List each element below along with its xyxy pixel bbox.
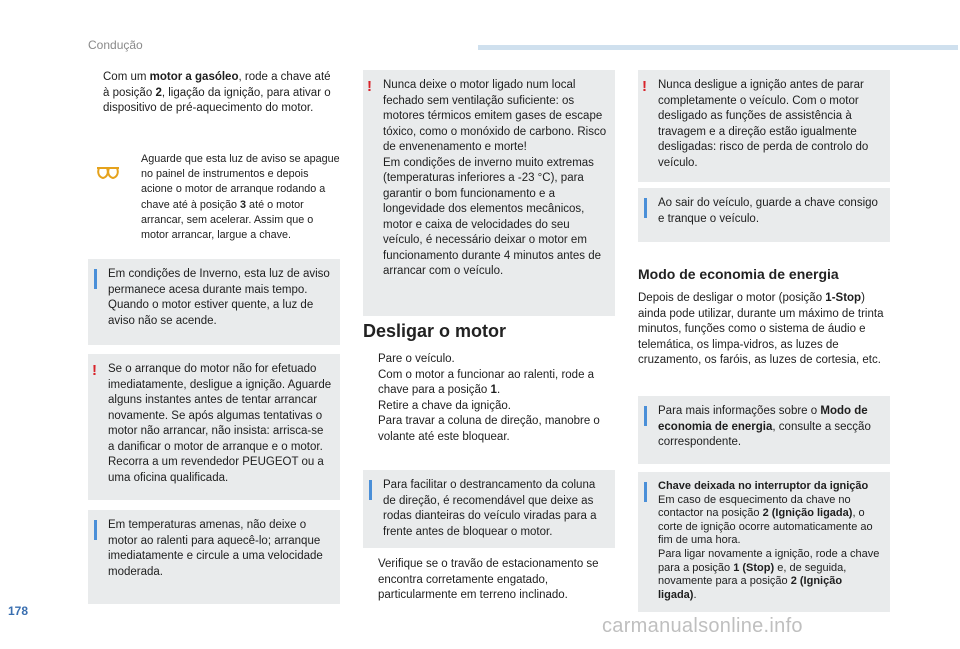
warning-running-text: Nunca deixe o motor ligado num local fechado sem ventilação suficiente: os motores térmicos emitem gases de escape tóxico, como o monóxido de carbono. Risco de envenenamento e morte! Em condições de inverno muito extremas (temperaturas inferiores a -23 °C), para garantir o bom funcionamento e a longevidade dos elementos mecânicos, motor e caixa de velocidades do seu veículo, é necessário deixar o motor em funcionamento durante 4 minutos antes de arrancar com o veículo. [383, 79, 607, 277]
bullet-diesel-text: Com um motor a gasóleo, rode a chave até à posição 2, ligação da ignição, para ativar o dispositivo de pré-aquecimento do motor. [103, 71, 331, 114]
step-item [363, 352, 615, 368]
warning-icon: ! [367, 78, 372, 95]
info-unlock-box [363, 470, 615, 548]
warning-start-text: Se o arranque do motor não for efetuado imediatamente, desligue a ignição. Aguarde alguns instantes antes de tentar arrancar novamente. Se após algumas tentativas o motor não arrancar, não insista: arrisca-se a danificar o motor de arranque e o motor. Recorra a um revendedor PEUGEOT ou a uma oficina qualificada. [108, 363, 332, 484]
step-item [363, 399, 615, 415]
info-leave-box [638, 188, 890, 242]
warning-icon: ! [642, 78, 647, 95]
glow-plug-icon [95, 165, 121, 181]
heading-desligar: Desligar o motor [363, 321, 507, 341]
warning-running-box [363, 70, 615, 316]
key-left-title: Chave deixada no interruptor da ignição [658, 480, 869, 492]
step-text: Para travar a coluna de direção, manobre o volante até este bloquear. [378, 415, 600, 443]
step-brake [363, 557, 615, 604]
info-bar [644, 198, 647, 218]
info-temperate-box [88, 510, 340, 604]
header-bar [478, 45, 958, 50]
info-more-text: Para mais informações sobre o Modo de economia de energia, consulte a secção correspondente. [658, 405, 871, 448]
section-title: Condução [88, 38, 143, 52]
glow-plug-text: Aguarde que esta luz de aviso se apague no painel de instrumentos e depois acione o motor de arranque rodando a chave até à posição 3 até o motor arrancar, sem acelerar. Assim que o motor arrancar, largue a chave. [141, 153, 340, 242]
step-item [363, 368, 615, 399]
info-bar [644, 482, 647, 502]
step-text: Pare o veículo. [378, 353, 455, 365]
info-more-box [638, 396, 890, 464]
checkbox-bullet-icon [363, 557, 378, 604]
checkbox-bullet-icon [363, 399, 378, 415]
info-key-content [658, 480, 882, 602]
warning-ignition-box [638, 70, 890, 182]
steps-list [363, 352, 615, 445]
checkbox-bullet-icon [363, 414, 378, 445]
step-text: Retire a chave da ignição. [378, 399, 511, 412]
economia-body: Depois de desligar o motor (posição 1-Stop) ainda pode utilizar, durante um máximo de trinta minutos, funções como o sistema de áudio e telemática, os limpa-vidros, as luzes de cruzamento, os faróis, as luzes de cortesia, etc. [638, 292, 884, 366]
key-left-body: Em caso de esquecimento da chave no contactor na posição 2 (Ignição ligada), o corte de ignição ocorre automaticamente ao fim de uma hora. Para ligar novamente a ignição, rode a chave para a posição 1 (Stop) e, de seguida, novamente para a posição 2 (Ignição ligada). [658, 493, 880, 601]
warning-icon: ! [92, 362, 97, 379]
warning-start-box [88, 354, 340, 500]
info-bar [369, 480, 372, 500]
info-bar [94, 520, 97, 540]
checkbox-bullet-icon [88, 70, 103, 117]
bullet-diesel [88, 70, 338, 117]
info-bar [94, 269, 97, 289]
checkbox-bullet-icon [363, 352, 378, 368]
info-leave-text: Ao sair do veículo, guarde a chave consigo e tranque o veículo. [658, 197, 878, 225]
info-bar [644, 406, 647, 426]
step-text: Com o motor a funcionar ao ralenti, rode a chave para a posição 1. [378, 368, 595, 396]
step-brake-text: Verifique se o travão de estacionamento se encontra corretamente engatado, particularmente em terreno inclinado. [378, 558, 599, 601]
heading-economia: Modo de economia de energia [638, 266, 839, 282]
step-item [363, 414, 615, 445]
page-number: 178 [8, 604, 29, 618]
info-temperate-text: Em temperaturas amenas, não deixe o motor ao ralenti para aquecê-lo; arranque imediatamente e circule a uma velocidade moderada. [108, 519, 323, 578]
checkbox-bullet-icon [363, 368, 378, 399]
info-winter-box [88, 259, 340, 345]
warning-ignition-text: Nunca desligue a ignição antes de parar completamente o veículo. Com o motor desligado as funções de assistência à travagem e a direção estão igualmente desligadas: risco de perda de controlo do veículo. [658, 79, 869, 169]
info-unlock-text: Para facilitar o destrancamento da coluna de direção, é recomendável que deixe as rodas dianteiras do veículo viradas para a frente antes de bloquear o motor. [383, 479, 597, 538]
info-key-box [638, 472, 890, 612]
info-winter-text: Em condições de Inverno, esta luz de aviso permanece acesa durante mais tempo. Quando o motor estiver quente, a luz de aviso não se acende. [108, 268, 330, 327]
watermark: carmanualsonline.info [602, 615, 803, 637]
